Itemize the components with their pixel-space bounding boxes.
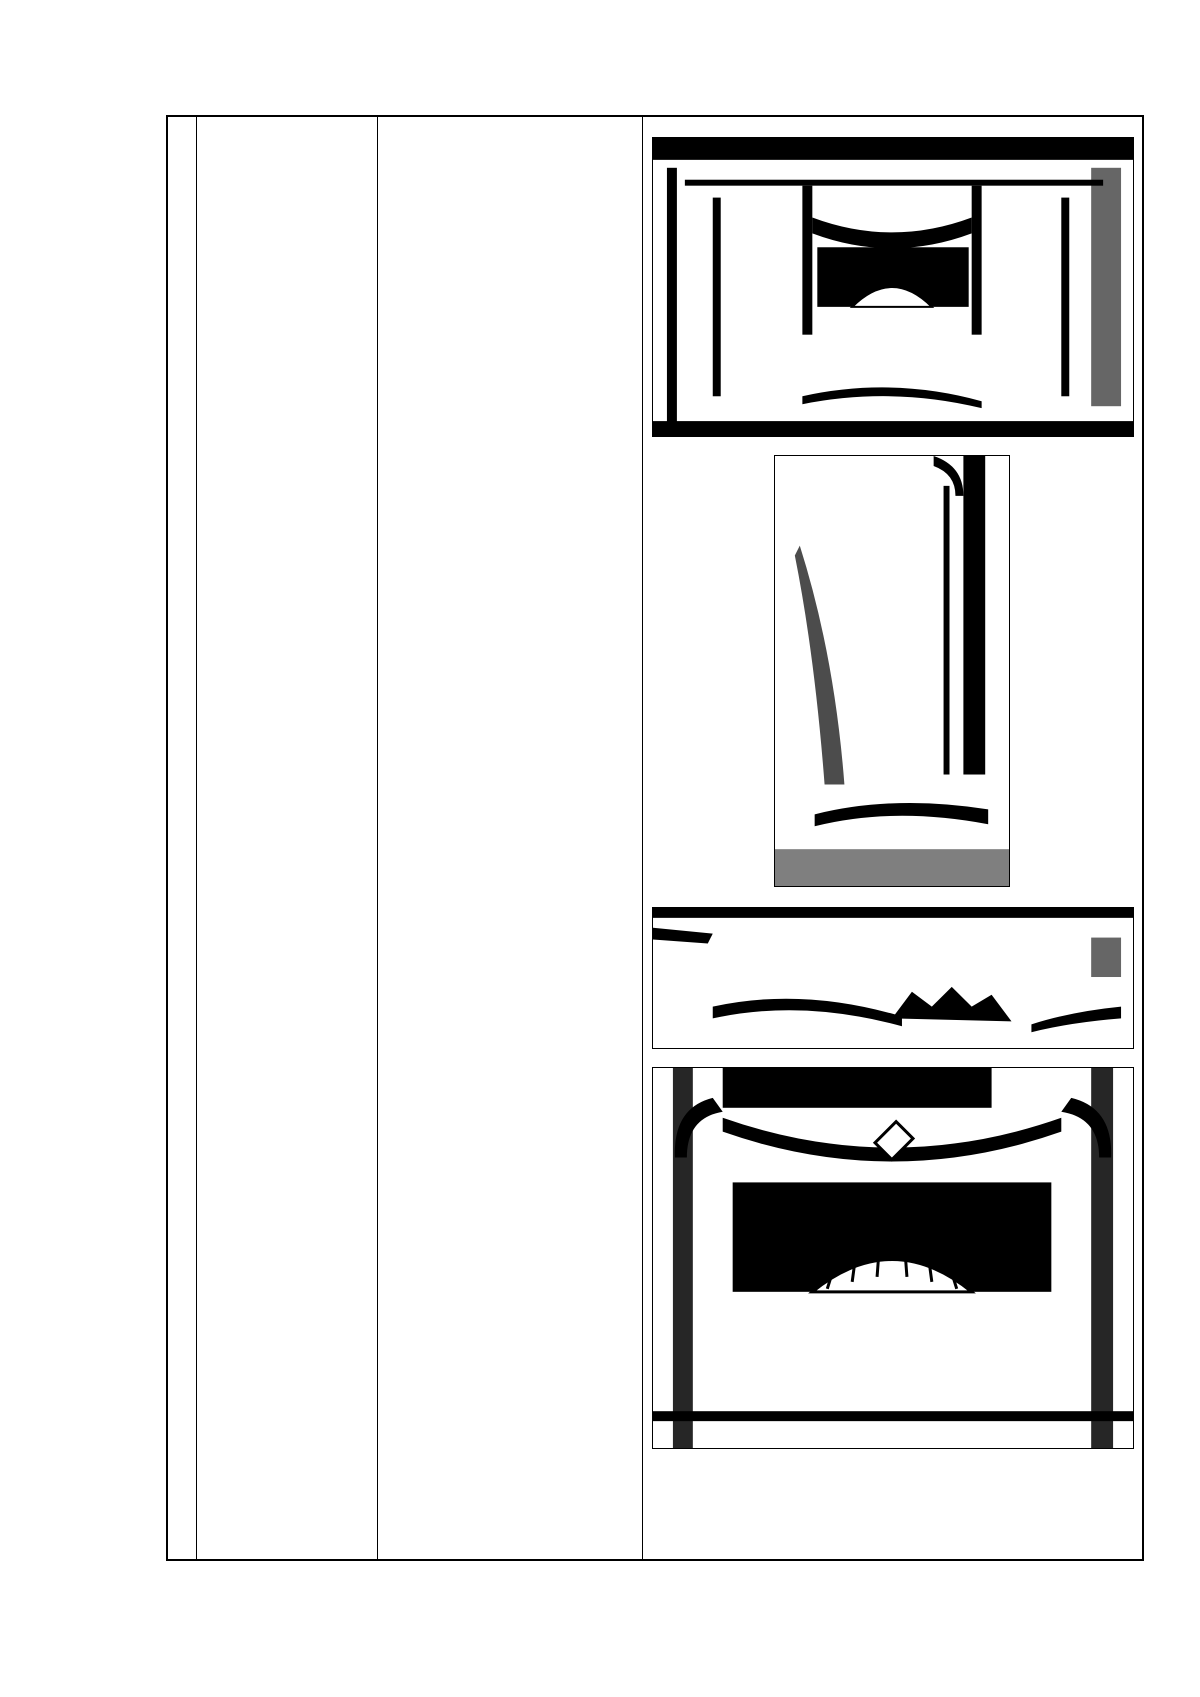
wall-detail-photo bbox=[774, 455, 1010, 887]
ceiling-photo-wide bbox=[652, 137, 1134, 437]
frieze-photo bbox=[652, 907, 1134, 1049]
column-divider bbox=[196, 117, 197, 1559]
column-divider bbox=[642, 117, 643, 1559]
object-table bbox=[166, 115, 1144, 1561]
ceiling-photo-closeup bbox=[652, 1067, 1134, 1449]
column-divider bbox=[377, 117, 378, 1559]
